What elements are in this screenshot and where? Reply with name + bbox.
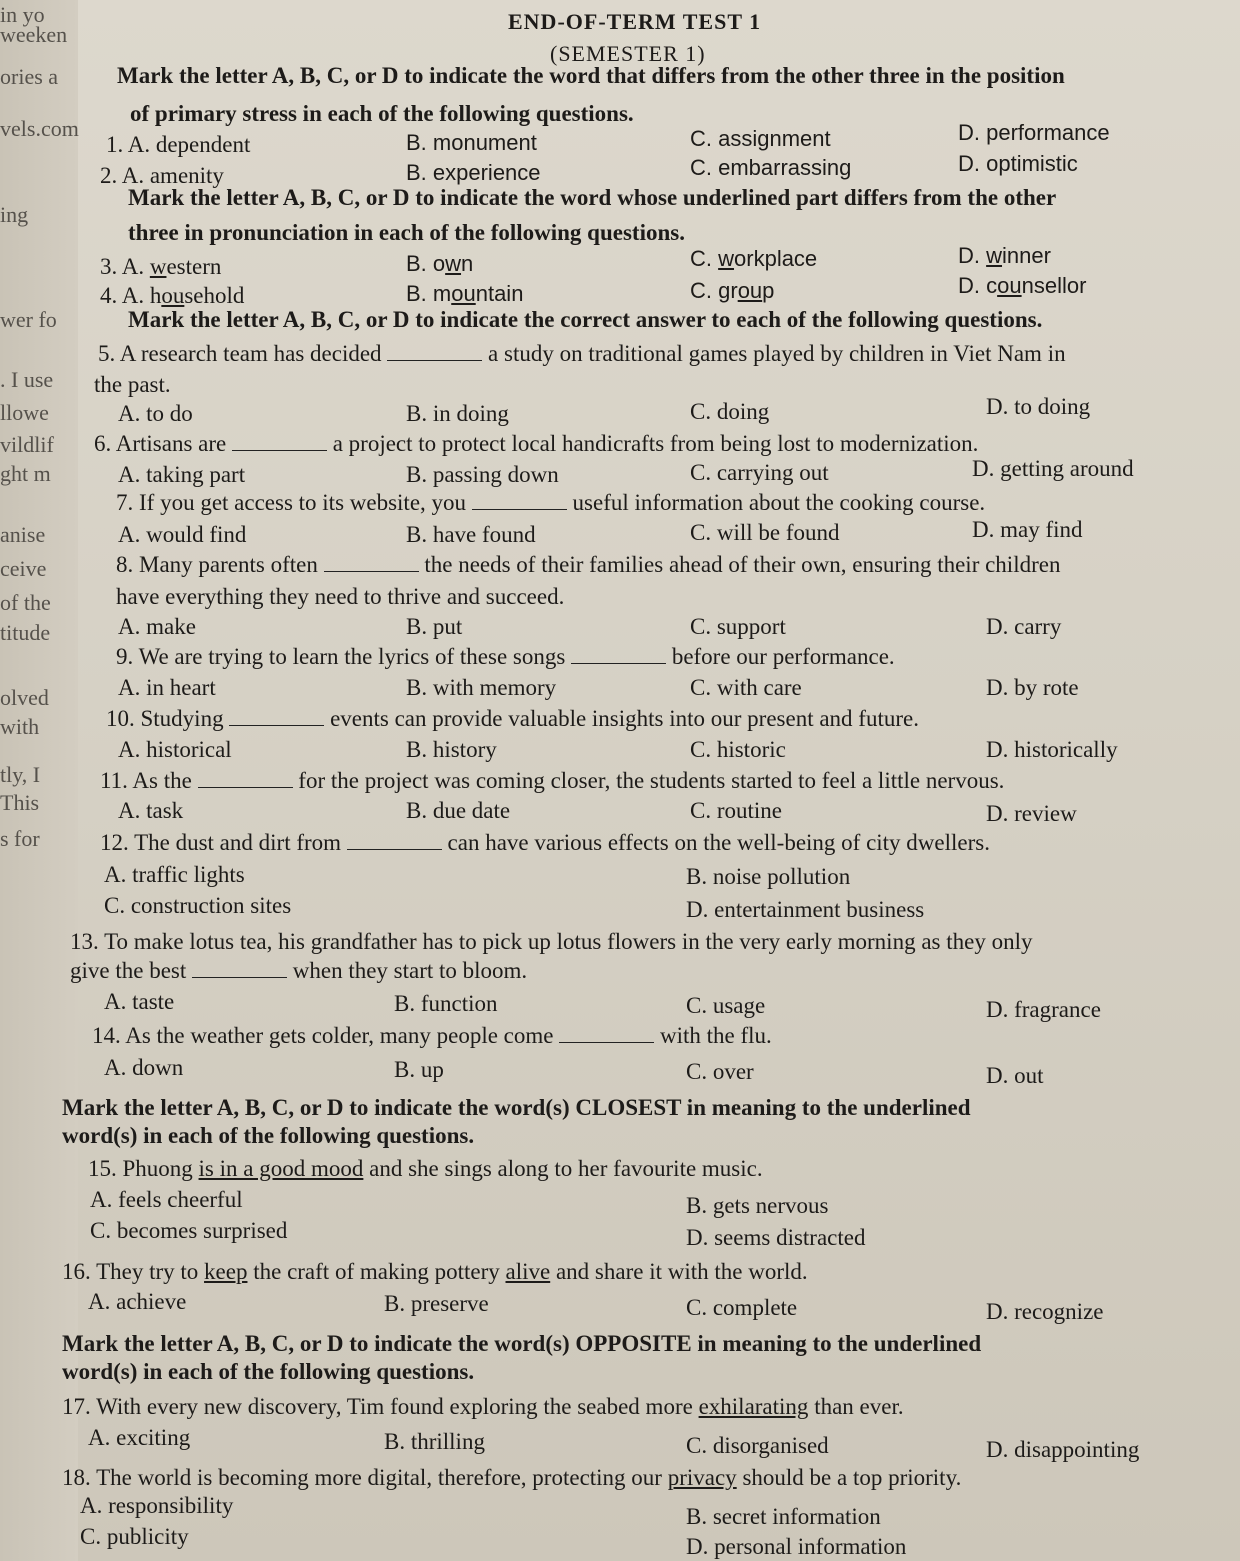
q16-option-c: C. complete: [686, 1295, 798, 1320]
q17-stem: 17. With every new discovery, Tim found exploring the seabed more exhilarating than ever.: [62, 1394, 904, 1419]
section-instruction: word(s) in each of the following questions.: [62, 1123, 475, 1148]
q13-option-a: A. taste: [104, 989, 175, 1014]
q9-option-d: D. by rote: [986, 675, 1079, 700]
margin-fragment: s for: [0, 826, 40, 851]
margin-fragment: vels.com: [0, 116, 79, 141]
answer-blank: [559, 1024, 654, 1043]
answer-blank: [192, 959, 287, 978]
q3-option-d: D. winner: [958, 243, 1051, 268]
q1-option-a: 1. A. dependent: [106, 132, 251, 157]
q15-option-c: C. becomes surprised: [90, 1218, 288, 1243]
q13-stem-cont: give the best when they start to bloom.: [70, 958, 528, 983]
q1-option-d: D. performance: [958, 120, 1110, 145]
q2-option-b: B. experience: [406, 160, 541, 185]
answer-blank: [472, 491, 567, 510]
margin-fragment: titude: [0, 620, 51, 645]
section-instruction: Mark the letter A, B, C, or D to indicate the word whose underlined part differs from the other: [128, 185, 1057, 210]
q15-stem: 15. Phuong is in a good mood and she sings along to her favourite music.: [88, 1156, 763, 1181]
section-instruction: Mark the letter A, B, C, or D to indicate the correct answer to each of the following questions.: [128, 307, 1043, 332]
q7-option-a: A. would find: [118, 522, 247, 547]
q17-option-c: C. disorganised: [686, 1433, 829, 1458]
q6-option-d: D. getting around: [972, 456, 1134, 481]
margin-fragment: This: [0, 790, 40, 815]
q5-option-a: A. to do: [118, 401, 193, 426]
q10-option-c: C. historic: [690, 737, 786, 762]
q4-option-c: C. group: [690, 278, 775, 303]
q7-option-b: B. have found: [406, 522, 536, 547]
adjacent-page-edge: [0, 0, 78, 1561]
q3-option-a: 3. A. western: [100, 254, 222, 279]
q14-stem: 14. As the weather gets colder, many people come with the flu.: [92, 1023, 772, 1048]
q8-stem: 8. Many parents often the needs of their families ahead of their own, ensuring their children: [116, 552, 1061, 577]
q12-option-b: B. noise pollution: [686, 864, 851, 889]
q4-option-d: D. counsellor: [958, 273, 1087, 298]
q1-option-b: B. monument: [406, 130, 537, 155]
margin-fragment: ories a: [0, 64, 59, 89]
margin-fragment: with: [0, 714, 40, 739]
q15-option-b: B. gets nervous: [686, 1193, 829, 1218]
answer-blank: [232, 432, 327, 451]
q6-stem: 6. Artisans are a project to protect local handicrafts from being lost to modernization.: [94, 431, 979, 456]
section-instruction: Mark the letter A, B, C, or D to indicate the word(s) OPPOSITE in meaning to the underlined: [62, 1331, 982, 1356]
margin-fragment: ing: [0, 202, 29, 227]
q12-option-c: C. construction sites: [104, 893, 292, 918]
q7-stem: 7. If you get access to its website, you useful information about the cooking course.: [116, 490, 986, 515]
q3-option-c: C. workplace: [690, 246, 818, 271]
q15-option-d: D. seems distracted: [686, 1225, 866, 1250]
section-instruction: of primary stress in each of the following questions.: [130, 101, 634, 126]
q14-option-a: A. down: [104, 1055, 184, 1080]
q5-option-d: D. to doing: [986, 394, 1091, 419]
q4-option-b: B. mountain: [406, 281, 524, 306]
q8-stem-cont: have everything they need to thrive and succeed.: [116, 584, 565, 609]
q10-option-b: B. history: [406, 737, 497, 762]
q9-option-b: B. with memory: [406, 675, 557, 700]
q13-option-d: D. fragrance: [986, 997, 1101, 1022]
q18-option-a: A. responsibility: [80, 1493, 234, 1518]
q5-option-b: B. in doing: [406, 401, 509, 426]
answer-blank: [229, 707, 324, 726]
q18-option-c: C. publicity: [80, 1524, 189, 1549]
q13-option-b: B. function: [394, 991, 498, 1016]
q5-stem: 5. A research team has decided a study on traditional games played by children in Viet Nam in: [98, 341, 1066, 366]
test-title: END-OF-TERM TEST 1: [508, 9, 762, 34]
margin-fragment: anise: [0, 522, 46, 547]
q9-stem: 9. We are trying to learn the lyrics of these songs before our performance.: [116, 644, 895, 669]
q17-option-d: D. disappointing: [986, 1437, 1140, 1462]
q6-option-a: A. taking part: [118, 462, 246, 487]
q4-option-a: 4. A. household: [100, 283, 245, 308]
q9-option-a: A. in heart: [118, 675, 216, 700]
q5-stem-cont: the past.: [94, 372, 171, 397]
q2-option-a: 2. A. amenity: [100, 163, 224, 188]
q1-option-c: C. assignment: [690, 126, 831, 151]
q11-option-b: B. due date: [406, 798, 511, 823]
q5-option-c: C. doing: [690, 399, 770, 424]
answer-blank: [324, 553, 419, 572]
margin-fragment: . I use: [0, 367, 54, 392]
q11-option-c: C. routine: [690, 798, 782, 823]
answer-blank: [387, 342, 482, 361]
answer-blank: [198, 769, 293, 788]
margin-fragment: tly, I: [0, 762, 41, 787]
margin-fragment: llowe: [0, 400, 49, 425]
q15-option-a: A. feels cheerful: [90, 1187, 243, 1212]
q10-stem: 10. Studying events can provide valuable insights into our present and future.: [106, 706, 919, 731]
section-instruction: three in pronunciation in each of the following questions.: [128, 220, 685, 245]
margin-fragment: vildlif: [0, 432, 54, 457]
q9-option-c: C. with care: [690, 675, 802, 700]
margin-fragment: weeken: [0, 22, 68, 47]
q8-option-a: A. make: [118, 614, 196, 639]
margin-fragment: ceive: [0, 556, 47, 581]
q16-option-a: A. achieve: [88, 1289, 187, 1314]
q7-option-c: C. will be found: [690, 520, 840, 545]
margin-fragment: olved: [0, 685, 49, 710]
q10-option-d: D. historically: [986, 737, 1118, 762]
q2-option-d: D. optimistic: [958, 151, 1078, 176]
q2-option-c: C. embarrassing: [690, 155, 852, 180]
q3-option-b: B. own: [406, 251, 474, 276]
q7-option-d: D. may find: [972, 517, 1083, 542]
margin-fragment: ght m: [0, 461, 51, 486]
margin-fragment: wer fo: [0, 307, 57, 332]
q6-option-b: B. passing down: [406, 462, 559, 487]
section-instruction: Mark the letter A, B, C, or D to indicate the word that differs from the other three in the position: [117, 63, 1065, 88]
q6-option-c: C. carrying out: [690, 460, 829, 485]
q8-option-c: C. support: [690, 614, 786, 639]
q11-option-a: A. task: [118, 798, 184, 823]
q14-option-d: D. out: [986, 1063, 1044, 1088]
q8-option-d: D. carry: [986, 614, 1062, 639]
q11-option-d: D. review: [986, 801, 1077, 826]
margin-fragment: in yo: [0, 2, 45, 27]
margin-fragment: of the: [0, 590, 51, 615]
q16-option-d: D. recognize: [986, 1299, 1104, 1324]
q14-option-c: C. over: [686, 1059, 754, 1084]
q10-option-a: A. historical: [118, 737, 232, 762]
q11-stem: 11. As the for the project was coming closer, the students started to feel a little nervous.: [100, 768, 1005, 793]
answer-blank: [571, 645, 666, 664]
q12-option-d: D. entertainment business: [686, 897, 925, 922]
q14-option-b: B. up: [394, 1057, 444, 1082]
q18-option-b: B. secret information: [686, 1504, 881, 1529]
q13-option-c: C. usage: [686, 993, 766, 1018]
q17-option-b: B. thrilling: [384, 1429, 485, 1454]
section-instruction: Mark the letter A, B, C, or D to indicate the word(s) CLOSEST in meaning to the underlined: [62, 1095, 971, 1120]
answer-blank: [347, 831, 442, 850]
q16-stem: 16. They try to keep the craft of making pottery alive and share it with the world.: [62, 1259, 808, 1284]
q8-option-b: B. put: [406, 614, 463, 639]
q13-stem: 13. To make lotus tea, his grandfather has to pick up lotus flowers in the very early morning as they only: [70, 929, 1033, 954]
semester-label: (SEMESTER 1): [550, 41, 706, 66]
section-instruction: word(s) in each of the following questions.: [62, 1359, 475, 1384]
q17-option-a: A. exciting: [88, 1425, 191, 1450]
q18-option-d: D. personal information: [686, 1534, 907, 1559]
q12-stem: 12. The dust and dirt from can have various effects on the well-being of city dwellers.: [100, 830, 990, 855]
q18-stem: 18. The world is becoming more digital, therefore, protecting our privacy should be a top priority.: [62, 1465, 962, 1490]
q16-option-b: B. preserve: [384, 1291, 489, 1316]
q12-option-a: A. traffic lights: [104, 862, 245, 887]
